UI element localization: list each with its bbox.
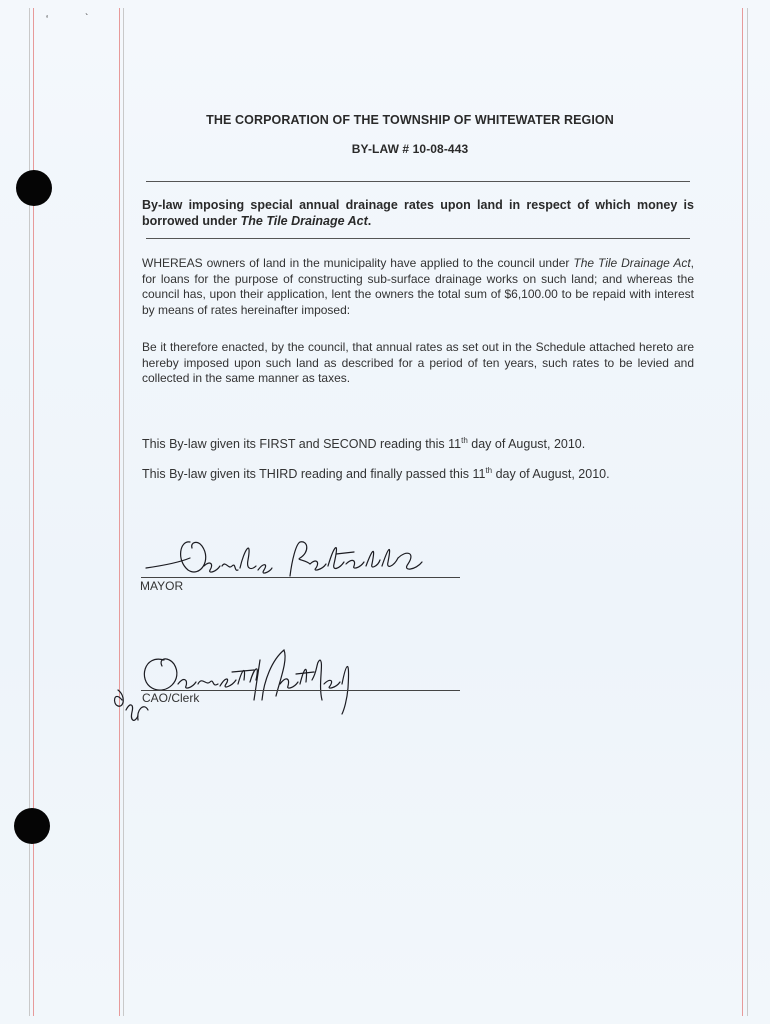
- divider-bottom: [146, 238, 690, 239]
- first-second-reading: [142, 436, 722, 451]
- bylaw-number: BY-LAW # 10-08-443: [351, 142, 469, 156]
- whereas-text: WHEREAS owners of land in the municipality have applied to the council under: [142, 256, 574, 270]
- scan-mark: `: [85, 13, 89, 24]
- reading-text: This By-law given its THIRD reading and finally passed this 11: [142, 467, 486, 482]
- reading-text-end: day of August, 2010.: [467, 437, 586, 452]
- punch-hole-bottom: [14, 808, 50, 844]
- subject-text: By-law imposing special annual drainage rates upon land in respect of which money is borrowed under: [142, 198, 694, 228]
- inner-margin-rule: [123, 8, 124, 1016]
- enacted-paragraph: Be it therefore enacted, by the council, that annual rates as set out in the Schedule attached hereto are hereby imposed upon such land as described for a period of ten years, such rates to be levied and collected in the same manner as taxes.: [142, 340, 694, 385]
- reading-text: This By-law given its FIRST and SECOND reading this 11: [142, 437, 462, 452]
- whereas-paragraph: [142, 256, 694, 318]
- punch-hole-top: [16, 170, 52, 206]
- subject-act-name: The Tile Drainage Act: [240, 214, 368, 228]
- left-margin-rule: [29, 8, 30, 1016]
- bylaw-subject: [142, 197, 694, 229]
- reading-text-end: day of August, 2010.: [492, 467, 610, 482]
- reading-sup: th: [461, 436, 468, 445]
- right-margin-rule: [747, 8, 748, 1016]
- scan-mark: ‘: [46, 14, 49, 25]
- mayor-signature-line: [141, 577, 460, 578]
- clerk-label: CAO/Clerk: [142, 691, 200, 705]
- inner-margin-rule-red: [119, 8, 120, 1016]
- mayor-label: MAYOR: [140, 579, 184, 593]
- whereas-text-end: , for loans for the purpose of constructing sub-surface drainage works on such land; and whereas the council has, upon their application, lent the owners the total sum of $6,100.00 to be repaid with interest by means of rates hereinafter imposed:: [142, 256, 695, 317]
- mayor-signature: [140, 530, 440, 590]
- reading-sup: th: [485, 466, 493, 475]
- third-reading: [142, 466, 722, 481]
- whereas-act-name: The Tile Drainage Act: [573, 256, 691, 270]
- clerk-signature: [104, 640, 364, 730]
- corporation-title: THE CORPORATION OF THE TOWNSHIP OF WHITEWATER REGION: [206, 113, 614, 127]
- left-margin-rule-red: [33, 8, 34, 1016]
- right-margin-rule-red: [742, 8, 743, 1016]
- subject-text-end: .: [367, 214, 372, 228]
- divider-top: [146, 181, 690, 182]
